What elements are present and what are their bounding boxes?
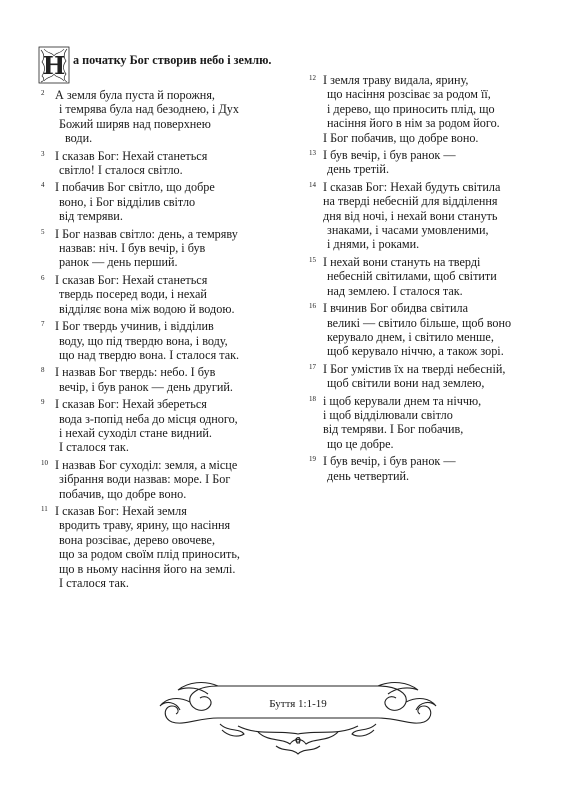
verse-text [323,362,556,391]
verse-line: і щоб керували днем та ніччю, [323,393,482,408]
verse-line: що в ньому насіння його на землі. [59,561,236,576]
verse-line: І сказав Бог: Нехай збереться [55,397,207,412]
verse-text [55,180,288,223]
verse-text [55,319,288,362]
verse-line: води. [65,131,93,146]
verse-line: що насіння розсіває за родом її, [327,87,491,102]
verse-number: 9 [41,398,45,407]
verse [38,227,288,270]
verse-line: І сказав Бог: Нехай земля [55,503,187,518]
verse-text [323,73,556,145]
verse-line: І сталося так. [59,576,129,590]
verse-line: великі — світило більше, щоб воно [327,315,512,330]
verse-line: щоб керувало ніччю, а також зорі. [327,344,504,359]
verse-text [323,394,556,452]
footer-ornament [158,676,438,762]
verse-line: І Бог побачив, що добре воно. [323,130,479,145]
page-number: 6 [295,736,301,747]
verse-line: що за родом своїм плід приносить, [59,547,240,562]
verse-number: 12 [309,74,316,82]
verse-line: і темрява була над безоднею, і Дух [59,102,239,117]
verse-line: щоб світили вони над землею, [327,376,485,391]
verse-line: побачив, що добре воно. [59,486,187,501]
verse-number: 16 [309,302,316,311]
verse [38,458,288,501]
ornamental-dropcap-icon [38,46,70,84]
verse-line: керувало днем, і світило менше, [327,329,494,344]
opening-verse [38,46,288,86]
verse [306,454,556,483]
verse-line: воно, і Бог відділив світло [59,194,196,209]
verse-line: відділяє вона між водою й водою. [59,301,235,316]
verse-number: 2 [41,89,45,97]
verse-text [323,180,556,252]
verse-number: 5 [41,227,45,236]
verse-line: що це добре. [327,436,394,451]
verse-line: вода з-попід неба до місця одного, [59,411,238,426]
verse [306,301,556,359]
verse-line: І був вечір, і був ранок — [323,148,456,163]
verse-line: дня від ночі, і нехай вони стануть [323,208,498,223]
verse-text [55,504,288,590]
verse-number: 3 [41,149,45,158]
opening-line: а початку Бог створив небо і землю. [73,53,272,67]
dropcap-letter: Н [42,51,66,80]
verse [306,148,556,177]
verse [306,394,556,452]
verse-text [55,365,288,394]
verse-number: 15 [309,255,316,264]
verse-number: 8 [41,366,45,375]
verse-line: воду, що під твердю вона, і воду, [59,333,228,348]
verse [38,180,288,223]
verse-number: 18 [309,394,316,403]
verse-line: світло! І сталося світло. [59,163,183,178]
verse-line: І сказав Бог: Нехай будуть світила [323,179,501,194]
verse-line: день четвертий. [327,468,410,483]
verse-line: і щоб відділювали світло [323,407,453,422]
verse-number: 19 [309,455,316,464]
verse-line: і дерево, що приносить плід, що [327,101,495,116]
verse-text [323,255,556,298]
verse-line: І сталося так. [59,440,129,455]
verse-text [55,458,288,501]
verse-line: і нехай суходіл стане видний. [59,425,212,440]
verse [38,88,288,146]
verse-line: назвав: ніч. І був вечір, і був [59,241,206,256]
verse-line: І вчинив Бог обидва світила [323,301,468,316]
verse-line: вродить траву, ярину, що насіння [59,518,231,533]
verse-line: І назвав Бог суходіл: земля, а місце [55,457,238,472]
verse-text [55,273,288,316]
verse-number: 14 [309,180,316,189]
verse-text [323,301,556,359]
verse-text [55,149,288,178]
verse [38,397,288,455]
verse [38,319,288,362]
verse-line: І Бог назвав світло: день, а темряву [55,226,238,241]
verse-line: небесній світилами, щоб світити [327,269,497,284]
left-verse-list [38,88,288,590]
verse [38,365,288,394]
verse-line: Божий ширяв над поверхнею [59,116,211,131]
verse-text [55,397,288,455]
verse-line: від темряви. І Бог побачив, [323,422,464,437]
verse-text [323,454,556,483]
verse-line: на тверді небесній для відділення [323,194,498,209]
left-column [38,46,288,593]
right-verse-list [306,73,556,483]
scroll-ornament-icon [158,676,438,762]
verse-number: 6 [41,273,45,282]
verse-number: 17 [309,362,316,371]
chapter-reference: Буття 1:1-19 [269,698,327,710]
verse-line: вона розсіває, дерево овочеве, [59,532,216,547]
verse [306,180,556,252]
verse-line: І назвав Бог твердь: небо. І був [55,365,216,380]
verse-line: що над твердю вона. І сталося так. [59,347,240,362]
verse-line: ранок — день перший. [59,255,178,270]
verse-line: від темряви. [59,209,123,224]
verse [306,73,556,145]
verse-number: 7 [41,320,45,329]
verse-line: І земля траву видала, ярину, [323,73,469,87]
verse-text [323,148,556,177]
verse-line: вечір, і був ранок — день другий. [59,379,233,394]
verse-line: насіння його в нім за родом його. [327,116,500,131]
verse-line: день третій. [327,162,389,177]
verse [306,255,556,298]
verse-line: твердь посеред води, і нехай [59,287,207,302]
verse-line: І був вечір, і був ранок — [323,454,456,469]
verse-line: знаками, і часами умовленими, [327,223,489,238]
verse-line: над землею. І сталося так. [327,283,463,298]
verse-line: І сказав Бог: Нехай станеться [55,272,208,287]
verse [38,504,288,590]
verse [306,362,556,391]
verse-number: 11 [41,504,48,513]
verse-line: І Бог умістив їх на тверді небесній, [323,361,506,376]
verse-text [55,227,288,270]
verse-text [55,88,288,146]
verse-number: 4 [41,181,45,190]
verse-line: і днями, і роками. [327,237,420,252]
verse [38,273,288,316]
verse-number: 10 [41,458,48,467]
verse-line: А земля була пуста й порожня, [55,88,215,102]
verse-line: І Бог твердь учинив, і відділив [55,319,214,334]
right-column [306,73,556,486]
verse-line: зібрання води назвав: море. І Бог [59,472,231,487]
verse-line: І сказав Бог: Нехай станеться [55,148,208,163]
verse [38,149,288,178]
verse-line: І побачив Бог світло, що добре [55,180,215,195]
verse-line: І нехай вони стануть на тверді [323,254,481,269]
verse-number: 13 [309,149,316,158]
